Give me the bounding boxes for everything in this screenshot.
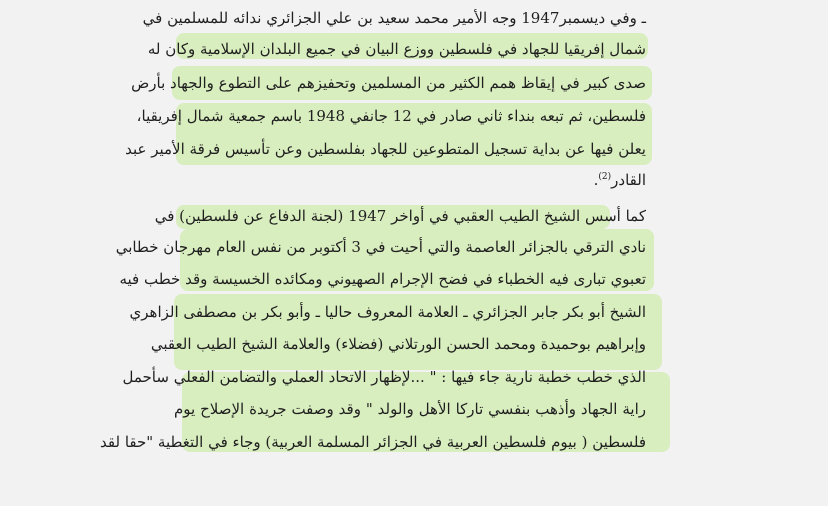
paragraph-1-line-2: شمال إفريقيا للجهاد في فلسطين ووزع البيان في جميع البلدان الإسلامية وكان له xyxy=(147,40,646,58)
paragraph-2-line-8: فلسطين ( بيوم فلسطين العربية في الجزائر المسلمة العربية) وجاء في التغطية "حقا لقد xyxy=(100,433,646,451)
paragraph-2-line-2: نادي الترقي بالجزائر العاصمة والتي أحيت في 3 أكتوبر من نفس العام مهرجان خطابي xyxy=(115,238,646,256)
paragraph-2-line-6: الذي خطب خطبة نارية جاء فيها : " ...لإظهار الاتحاد العملي والتضامن الفعلي سأحمل xyxy=(122,368,646,386)
paragraph-1-line-4: فلسطين، ثم تبعه بنداء ثاني صادر في 12 جانفي 1948 باسم جمعية شمال إفريقيا، xyxy=(136,107,646,125)
paragraph-2-line-1: كما أسس الشيخ الطيب العقبي في أواخر 1947 (لجنة الدفاع عن فلسطين) في xyxy=(154,207,646,225)
paragraph-2-line-7: راية الجهاد وأذهب بنفسي تاركا الأهل والولد " وقد وصفت جريدة الإصلاح يوم xyxy=(174,400,646,418)
paragraph-2-line-4: الشيخ أبو بكر جابر الجزائري ـ العلامة المعروف حاليا ـ وأبو بكر بن مصطفى الزاهري xyxy=(129,303,646,321)
paragraph-1-line-1: ـ وفي ديسمبر1947 وجه الأمير محمد سعيد بن علي الجزائري ندائه للمسلمين في xyxy=(142,9,646,27)
paragraph-2-line-3: تعبوي تبارى فيه الخطباء في فضح الإجرام الصهيوني ومكائده الخسيسة وقد خطب فيه xyxy=(119,270,646,288)
paragraph-1-line-3: صدى كبير في إيقاظ همم الكثير من المسلمين وتحفيزهم على التطوع والجهاد بأرض xyxy=(131,74,646,92)
paragraph-1-line-6: القادر$^{(2)}$. xyxy=(593,171,646,189)
paragraph-1-line-5: يعلن فيها عن بداية تسجيل المتطوعين للجهاد بفلسطين وعن تأسيس فرقة الأمير عبد xyxy=(125,140,646,158)
footnote-mark: (2) xyxy=(598,172,612,182)
paragraph-1-last-word: القادر xyxy=(611,171,646,189)
paragraph-2-line-5: وإبراهيم بوحميدة ومحمد الحسن الورتلاني (فضلاء) والعلامة الشيخ الطيب العقبي xyxy=(150,335,646,353)
